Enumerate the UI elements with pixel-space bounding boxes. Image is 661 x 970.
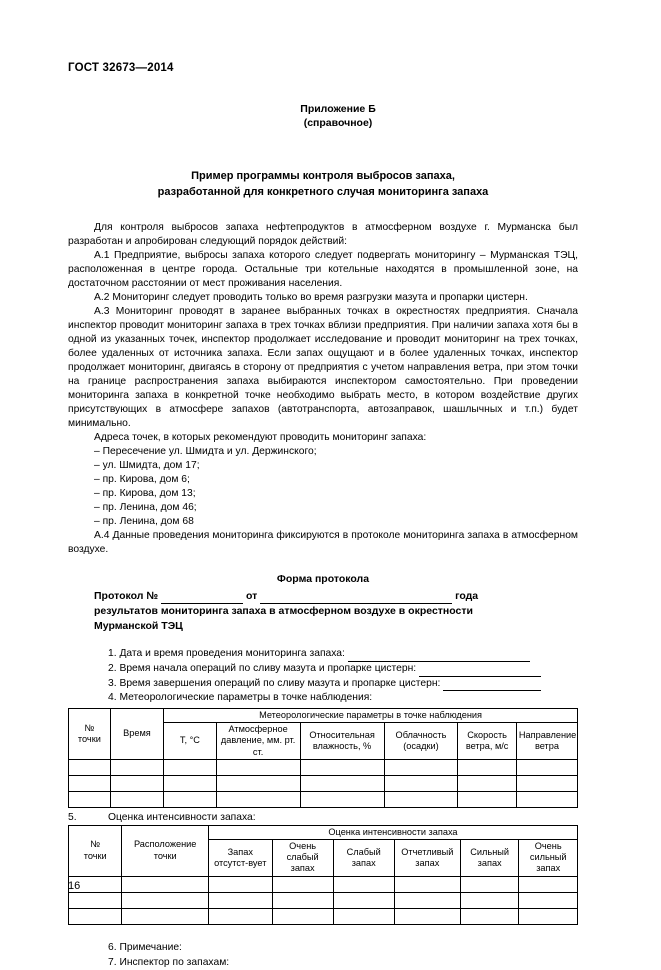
form-tail-items bbox=[68, 941, 578, 970]
meteo-subcol-temperature: T, °C bbox=[164, 723, 216, 760]
table-cell[interactable] bbox=[516, 759, 577, 775]
table-cell[interactable] bbox=[164, 775, 216, 791]
form-title: Форма протокола bbox=[276, 572, 370, 585]
standard-header: ГОСТ 32673—2014 bbox=[68, 62, 174, 74]
table-cell[interactable] bbox=[519, 908, 578, 924]
table-cell[interactable] bbox=[164, 791, 216, 807]
table-cell[interactable] bbox=[516, 775, 577, 791]
list-item: – пр. Ленина, дом 68 bbox=[94, 515, 194, 527]
table-cell[interactable] bbox=[394, 908, 460, 924]
table-cell[interactable] bbox=[519, 876, 578, 892]
meteo-subcol-humidity: Относительная влажность, % bbox=[300, 723, 384, 760]
table-cell[interactable] bbox=[69, 791, 111, 807]
form-item-field[interactable] bbox=[443, 680, 541, 691]
table-cell[interactable] bbox=[300, 791, 384, 807]
table-cell[interactable] bbox=[272, 892, 333, 908]
paragraph-a1: А.1 Предприятие, выбросы запаха которого следует подвергать мониторингу – Мурманская ТЭЦ, расположенная в центре города. Остальные три котельные находятся в промышленной зоне, на достаточном расстоянии от мест проживания населения. bbox=[68, 249, 578, 289]
intensity-col-point bbox=[69, 825, 122, 876]
table-cell[interactable] bbox=[69, 775, 111, 791]
table-cell[interactable] bbox=[122, 892, 209, 908]
page-title-line2: разработанной для конкретного случая мониторинга запаха bbox=[157, 185, 489, 198]
list-item bbox=[68, 677, 578, 692]
form-item-5-label: Оценка интенсивности запаха: bbox=[108, 811, 256, 823]
list-item: – пр. Кирова, дом 6; bbox=[94, 473, 190, 485]
meteo-subcol-wind-speed: Скорость ветра, м/с bbox=[458, 723, 517, 760]
table-cell[interactable] bbox=[460, 908, 519, 924]
table-cell[interactable] bbox=[216, 759, 300, 775]
year-label: года bbox=[455, 589, 479, 602]
table-cell[interactable] bbox=[394, 892, 460, 908]
protocol-number-line bbox=[68, 589, 578, 604]
form-item-6: 6. Примечание: bbox=[108, 941, 182, 953]
intensity-col-point-line1: № bbox=[90, 839, 101, 850]
table-cell[interactable] bbox=[110, 791, 163, 807]
list-item: – Пересечение ул. Шмидта и ул. Держинского; bbox=[94, 445, 317, 457]
table-cell[interactable] bbox=[69, 759, 111, 775]
table-cell[interactable] bbox=[458, 775, 517, 791]
list-item: – пр. Кирова, дом 13; bbox=[94, 487, 196, 499]
protocol-date-field[interactable] bbox=[260, 593, 452, 604]
table-cell[interactable] bbox=[458, 759, 517, 775]
meteo-group-header: Метеорологические параметры в точке наблюдения bbox=[164, 708, 578, 722]
form-item-5-number: 5. bbox=[68, 811, 77, 823]
protocol-label: Протокол № bbox=[94, 589, 159, 602]
intensity-subcol-none: Запах отсутст-вует bbox=[208, 839, 272, 876]
page-title bbox=[68, 169, 578, 201]
intensity-subcol-distinct: Отчетливый запах bbox=[394, 839, 460, 876]
form-item-field[interactable] bbox=[419, 666, 541, 677]
table-cell[interactable] bbox=[333, 876, 394, 892]
table-cell[interactable] bbox=[394, 876, 460, 892]
protocol-subtitle-line1: результатов мониторинга запаха в атмосферном воздухе в окрестности bbox=[94, 605, 473, 618]
meteo-subcol-cloudiness: Облачность (осадки) bbox=[384, 723, 458, 760]
form-items-list bbox=[68, 647, 578, 705]
intensity-col-location-line1: Расположение bbox=[133, 839, 197, 850]
address-list bbox=[68, 445, 578, 529]
intensity-group-header: Оценка интенсивности запаха bbox=[208, 825, 577, 839]
intensity-subcol-strong: Сильный запах bbox=[460, 839, 519, 876]
meteo-col-point-line2: точки bbox=[77, 733, 101, 744]
table-row[interactable] bbox=[69, 791, 578, 807]
paragraph-a4: А.4 Данные проведения мониторинга фиксируются в протоколе мониторинга запаха в атмосферном воздухе. bbox=[68, 529, 578, 555]
appendix-heading bbox=[68, 102, 578, 131]
table-cell[interactable] bbox=[384, 775, 458, 791]
list-item bbox=[68, 662, 578, 677]
table-cell[interactable] bbox=[69, 892, 122, 908]
table-cell[interactable] bbox=[122, 908, 209, 924]
appendix-kind: (справочное) bbox=[303, 117, 373, 130]
table-cell[interactable] bbox=[333, 908, 394, 924]
protocol-number-field[interactable] bbox=[161, 593, 243, 604]
from-label: от bbox=[245, 589, 258, 602]
table-cell[interactable] bbox=[164, 759, 216, 775]
table-header-row bbox=[69, 708, 578, 722]
paragraph-a3: А.3 Мониторинг проводят в заранее выбранных точках в окрестностях предприятия. Сначала инспектор проводит мониторинг запаха в трех точках вблизи предприятия. При наличии запаха хотя бы в одной из указанных точек, инспектор продолжает исследование и проводит мониторинг на трех точках, более удаленных от источника запаха. Если запах ощущают и в более удаленных точках, инспектор продолжает мониторинг, двигаясь в сторону от предприятия с учетом направления ветра, при этом точки на границе распространения запаха выбираются инспектором самостоятельно. При проведении мониторинга запаха в конкретной точке необходимо выбрать место, в котором воздействие других присутствующих в атмосфере запахов (автотранспорта, автозаправок, шашлычных и т.п.) будет минимально. bbox=[68, 305, 578, 429]
table-cell[interactable] bbox=[516, 791, 577, 807]
paragraph-intro: Для контроля выбросов запаха нефтепродуктов в атмосферном воздухе г. Мурманска был разработан и апробирован следующий порядок действий: bbox=[68, 221, 578, 247]
intensity-subcol-very-weak: Очень слабый запах bbox=[272, 839, 333, 876]
table-row[interactable] bbox=[69, 775, 578, 791]
intensity-subcol-weak: Слабый запах bbox=[333, 839, 394, 876]
form-item-field[interactable] bbox=[348, 651, 530, 662]
table-cell[interactable] bbox=[208, 908, 272, 924]
list-item: – ул. Шмидта, дом 17; bbox=[94, 459, 200, 471]
page-number: 16 bbox=[68, 880, 81, 892]
intensity-table bbox=[68, 825, 578, 925]
table-cell[interactable] bbox=[110, 775, 163, 791]
intensity-subcol-very-strong: Очень сильный запах bbox=[519, 839, 578, 876]
table-row[interactable] bbox=[69, 876, 578, 892]
meteo-subcol-pressure: Атмосферное давление, мм. рт. ст. bbox=[216, 723, 300, 760]
table-row[interactable] bbox=[69, 892, 578, 908]
table-cell[interactable] bbox=[216, 775, 300, 791]
paragraph-addresses-intro: Адреса точек, в которых рекомендуют проводить мониторинг запаха: bbox=[94, 431, 427, 443]
table-cell[interactable] bbox=[384, 791, 458, 807]
intensity-col-location-line2: точки bbox=[153, 850, 177, 861]
meteo-col-time: Время bbox=[110, 708, 163, 759]
intensity-col-location bbox=[122, 825, 209, 876]
list-item: – пр. Ленина, дом 46; bbox=[94, 501, 197, 513]
table-row[interactable] bbox=[69, 759, 578, 775]
meteo-col-point bbox=[69, 708, 111, 759]
form-item-label: 4. Метеорологические параметры в точке наблюдения: bbox=[108, 692, 373, 704]
table-cell[interactable] bbox=[458, 791, 517, 807]
table-cell[interactable] bbox=[208, 876, 272, 892]
list-item bbox=[68, 691, 578, 706]
table-cell[interactable] bbox=[272, 876, 333, 892]
appendix-label: Приложение Б bbox=[300, 103, 376, 115]
table-cell[interactable] bbox=[384, 759, 458, 775]
form-item-label: 3. Время завершения операций по сливу мазута и пропарке цистерн: bbox=[108, 677, 441, 689]
form-item-label: 2. Время начала операций по сливу мазута и пропарке цистерн: bbox=[108, 663, 417, 675]
meteo-subcol-wind-direction: Направление ветра bbox=[516, 723, 577, 760]
meteo-table bbox=[68, 708, 578, 808]
list-item bbox=[68, 647, 578, 662]
table-cell[interactable] bbox=[333, 892, 394, 908]
table-cell[interactable] bbox=[122, 876, 209, 892]
intensity-col-point-line2: точки bbox=[83, 850, 107, 861]
table-cell[interactable] bbox=[300, 759, 384, 775]
protocol-subtitle bbox=[68, 604, 578, 633]
table-cell[interactable] bbox=[300, 775, 384, 791]
table-cell[interactable] bbox=[69, 908, 122, 924]
page-content bbox=[68, 62, 578, 970]
table-cell[interactable] bbox=[272, 908, 333, 924]
table-cell[interactable] bbox=[216, 791, 300, 807]
page-title-line1: Пример программы контроля выбросов запаха, bbox=[191, 169, 455, 182]
table-cell[interactable] bbox=[460, 876, 519, 892]
protocol-subtitle-line2: Мурманской ТЭЦ bbox=[94, 619, 183, 632]
table-cell[interactable] bbox=[208, 892, 272, 908]
meteo-col-point-line1: № bbox=[84, 722, 95, 733]
form-item-5 bbox=[68, 812, 578, 823]
paragraph-a2: А.2 Мониторинг следует проводить только во время разгрузки мазута и пропарки цистерн. bbox=[94, 291, 528, 303]
form-item-7: 7. Инспектор по запахам: bbox=[108, 956, 230, 968]
table-cell[interactable] bbox=[519, 892, 578, 908]
table-header-row bbox=[69, 825, 578, 839]
form-item-label: 1. Дата и время проведения мониторинга запаха: bbox=[108, 648, 345, 660]
table-cell[interactable] bbox=[460, 892, 519, 908]
table-row[interactable] bbox=[69, 908, 578, 924]
table-cell[interactable] bbox=[110, 759, 163, 775]
